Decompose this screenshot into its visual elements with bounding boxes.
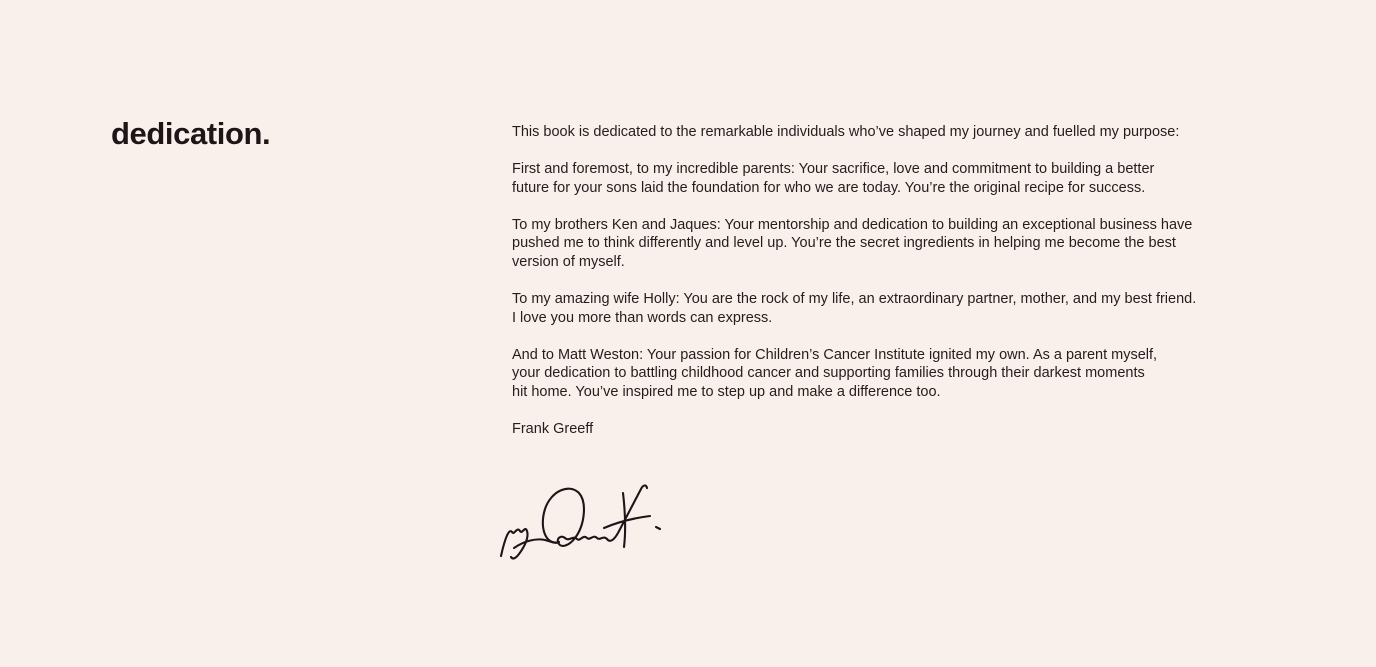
dedication-paragraph-wife: To my amazing wife Holly: You are the rock of my life, an extraordinary partner, mother, and my best friend. I love you more than words can express.: [512, 291, 1197, 326]
dedication-paragraph-matt-weston: And to Matt Weston: Your passion for Children’s Cancer Institute ignited my own. As a parent myself, your dedication to battling childhood cancer and supporting families through their darkest moments hit home. You’ve inspired me to step up and make a difference too.: [512, 346, 1158, 400]
signoff-name: Frank Greeff: [512, 421, 594, 438]
dedication-paragraph-parents: First and foremost, to my incredible parents: Your sacrifice, love and commitment to building a better future for your sons laid the foundation for who we are today. You’re the original recipe for success.: [512, 161, 1155, 196]
page-title: dedication.: [111, 116, 271, 151]
dedication-paragraph-brothers: To my brothers Ken and Jaques: Your mentorship and dedication to building an exceptional business have pushed me to think differently and level up. You’re the secret ingredients in helping me become the best version of myself.: [512, 216, 1193, 270]
dedication-paragraph-intro: This book is dedicated to the remarkable individuals who’ve shaped my journey and fuelled my purpose:: [512, 124, 1180, 140]
dedication-text-block: [512, 123, 1272, 439]
handwritten-signature-icon: [494, 480, 674, 570]
